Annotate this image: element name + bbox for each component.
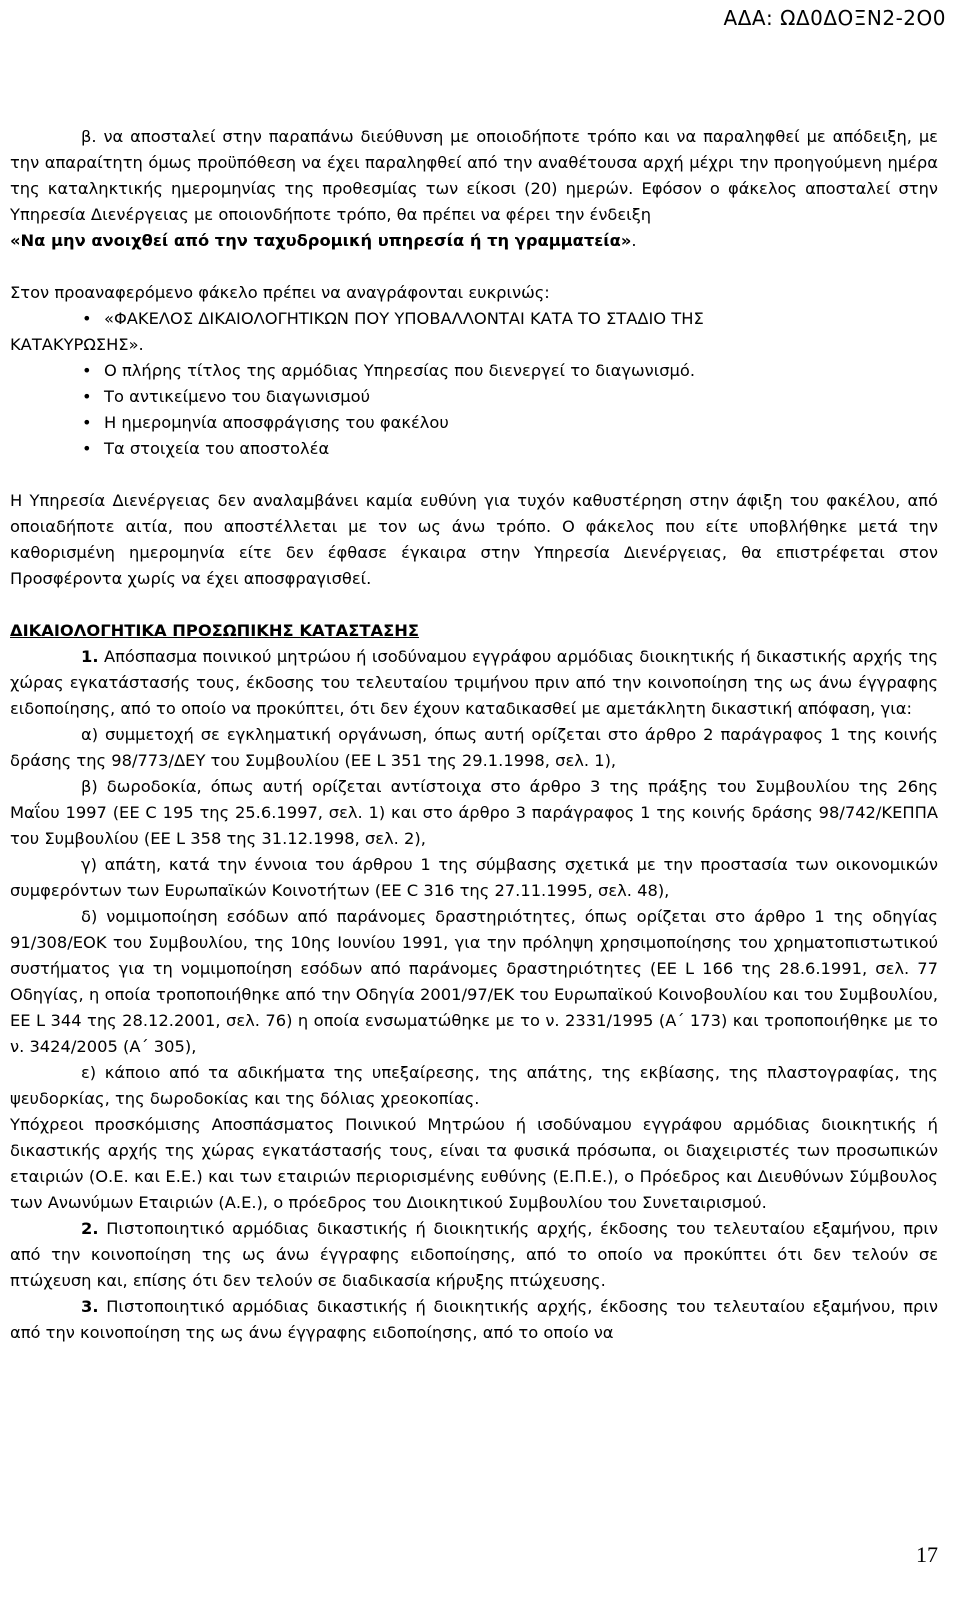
item-3-text: Πιστοποιητικό αρμόδιας δικαστικής ή διοικητικής αρχής, έκδοσης του τελευταίου εξαμήνου, πριν από την κοινοποίηση της ως άνω έγγραφης ειδοποίησης, από το οποίο να [10, 1297, 938, 1342]
list-item: • Το αντικείμενο του διαγωνισμού [82, 384, 938, 410]
document-body [10, 124, 938, 1346]
item-2-text: Πιστοποιητικό αρμόδιας δικαστικής ή διοικητικής αρχής, έκδοσης του τελευταίου εξαμήνου, πριν από την κοινοποίηση της ως άνω έγγραφης ειδοποίησης, από το οποίο να προκύπτει ότι δεν τελούν σε πτώχευση και, επίσης ότι δεν τελούν σε διαδικασία κήρυξης πτώχευσης. [10, 1219, 938, 1290]
section-heading: ΔΙΚΑΙΟΛΟΓΗΤΙΚΑ ΠΡΟΣΩΠΙΚΗΣ ΚΑΤΑΣΤΑΣΗΣ [10, 621, 419, 640]
item-1-number: 1. [81, 647, 99, 666]
paragraph-obliged: Υπόχρεοι προσκόμισης Αποσπάσματος Ποινικού Μητρώου ή ισοδύναμου εγγράφου αρμόδιας διοικητικής ή δικαστικής αρχής της χώρας εγκατάστασής τους, είναι τα φυσικά πρόσωπα, οι διαχειριστές των προσωπικών εταιριών (Ο.Ε. και Ε.Ε.) και των εταιριών περιορισμένης ευθύνης (Ε.Π.Ε.), ο Πρόεδρος και Διευθύνων Σύμβουλος των Ανωνύμων Εταιριών (Α.Ε.), ο πρόεδρος του Διοικητικού Συμβουλίου του Συνεταιρισμού. [10, 1115, 938, 1212]
list-item: • Η ημερομηνία αποσφράγισης του φακέλου [82, 410, 938, 436]
paragraph-liability: Η Υπηρεσία Διενέργειας δεν αναλαμβάνει καμία ευθύνη για τυχόν καθυστέρηση στην άφιξη του φακέλου, από οποιαδήποτε αιτία, που αποστέλλεται με τον ως άνω τρόπο. Ο φάκελος που είτε υποβλήθηκε μετά την καθορισμένη ημερομηνία είτε δεν έφθασε έγκαιρα στην Υπηρεσία Διενέργειας, θα επιστρέφεται στον Προσφέροντα χωρίς να έχει αποσφραγισθεί. [10, 491, 938, 588]
item-1 [10, 644, 938, 722]
list-item: • «ΦΑΚΕΛΟΣ ΔΙΚΑΙΟΛΟΓΗΤΙΚΩΝ ΠΟΥ ΥΠΟΒΑΛΛΟΝΤΑΙ ΚΑΤΑ ΤΟ ΣΤΑΔΙΟ ΤΗΣ [82, 306, 938, 332]
envelope-intro: Στον προαναφερόμενο φάκελο πρέπει να αναγράφονται ευκρινώς: [10, 283, 550, 302]
paragraph-beta-tail: . [631, 231, 637, 250]
paragraph-beta [10, 124, 938, 254]
item-2-number: 2. [81, 1219, 99, 1238]
ada-code: ΑΔΑ: ΩΔ0ΔΟΞΝ2-2Ο0 [723, 6, 946, 30]
page-number: 17 [916, 1542, 938, 1567]
paragraph-beta-text: β. να αποσταλεί στην παραπάνω διεύθυνση με οποιοδήποτε τρόπο και να παραληφθεί με απόδειξη, με την απαραίτητη όμως προϋπόθεση να έχει παραληφθεί από την αναθέτουσα αρχή μέχρι την προηγούμενη ημέρα της καταληκτικής ημερομηνίας της προθεσμίας των είκοσι (20) ημερών. Εφόσον ο φάκελος αποσταλεί στην Υπηρεσία Διενέργειας με οποιονδήποτε τρόπο, θα πρέπει να φέρει την ένδειξη [10, 127, 938, 224]
sub-item-b: β) δωροδοκία, όπως αυτή ορίζεται αντίστοιχα στο άρθρο 3 της πράξης του Συμβουλίου της 26ης Μαΐου 1997 (ΕΕ C 195 της 25.6.1997, σελ. 1) και στο άρθρο 3 παράγραφος 1 της κοινής δράσης 98/742/ΚΕΠΠΑ του Συμβουλίου (ΕΕ L 358 της 31.12.1998, σελ. 2), [10, 777, 938, 848]
sub-item-c: γ) απάτη, κατά την έννοια του άρθρου 1 της σύμβασης σχετικά με την προστασία των οικονομικών συμφερόντων των Ευρωπαϊκών Κοινοτήτων (ΕΕ C 316 της 27.11.1995, σελ. 48), [10, 855, 938, 900]
sub-item-a: α) συμμετοχή σε εγκληματική οργάνωση, όπως αυτή ορίζεται στο άρθρο 2 παράγραφος 1 της κοινής δράσης της 98/773/ΔΕΥ του Συμβουλίου (ΕΕ L 351 της 29.1.1998, σελ. 1), [10, 725, 938, 770]
list-item: • Τα στοιχεία του αποστολέα [82, 436, 938, 462]
item-3-number: 3. [81, 1297, 99, 1316]
item-1-text: Απόσπασμα ποινικού μητρώου ή ισοδύναμου εγγράφου αρμόδιας διοικητικής ή δικαστικής αρχής της χώρας εγκατάστασής τους, έκδοσης του τελευταίου τριμήνου πριν από την κοινοποίηση της ως άνω έγγραφης ειδοποίησης, από το οποίο να προκύπτει, ότι δεν έχουν καταδικασθεί με αμετάκλητη δικαστική απόφαση, για: [10, 647, 938, 718]
item-2 [10, 1216, 938, 1294]
list-item-continuation: ΚΑΤΑΚΥΡΩΣΗΣ». [10, 335, 144, 354]
sub-item-e: ε) κάποιο από τα αδικήματα της υπεξαίρεσης, της απάτης, της εκβίασης, της πλαστογραφίας, της ψευδορκίας, της δωροδοκίας και της δόλιας χρεοκοπίας. [10, 1063, 938, 1108]
list-item: • Ο πλήρης τίτλος της αρμόδιας Υπηρεσίας που διενεργεί το διαγωνισμό. [82, 358, 938, 384]
paragraph-beta-bold: «Να μην ανοιχθεί από την ταχυδρομική υπηρεσία ή τη γραμματεία» [10, 231, 632, 250]
sub-item-d: δ) νομιμοποίηση εσόδων από παράνομες δραστηριότητες, όπως ορίζεται στο άρθρο 1 της οδηγίας 91/308/ΕΟΚ του Συμβουλίου, της 10ης Ιουνίου 1991, για την πρόληψη χρησιμοποίησης του χρηματοπιστωτικού συστήματος για τη νομιμοποίηση εσόδων από παράνομες δραστηριότητες (ΕΕ L 166 της 28.6.1991, σελ. 77 Οδηγίας, η οποία τροποποιήθηκε από την Οδηγία 2001/97/ΕΚ του Ευρωπαϊκού Κοινοβουλίου και του Συμβουλίου, ΕΕ L 344 της 28.12.2001, σελ. 76) η οποία ενσωματώθηκε με το ν. 2331/1995 (Α΄ 173) και τροποποιήθηκε με το ν. 3424/2005 (Α΄ 305), [10, 907, 938, 1056]
item-3 [10, 1294, 938, 1346]
